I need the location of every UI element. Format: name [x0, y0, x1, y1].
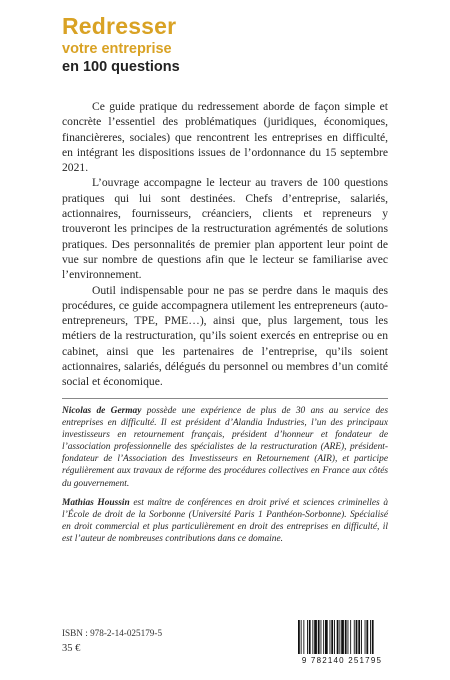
author-bio-text-1: possède une expérience de plus de 30 ans au service des entreprises en difficulté. Il est président d’Alandia Industries, l’un des principaux investisseurs en retournement français, président d’honneur et fondateur de l’association professionnelle des spécialistes de la restructuration (ARE), président-fondateur de l’Association des Investisseurs en Retournement (AIR), et participe régulièrement aux travaux de réforme des procédures collectives en France aux côtés du gouvernement.: [62, 406, 388, 489]
barcode-number: 9 782140 251795: [301, 656, 383, 665]
barcode: [292, 620, 392, 666]
author-bio-text-2: est maître de conférences en droit privé et sciences criminelles à l’École de droit de la Sorbonne (Université Paris 1 Panthéon-Sorbonne). Spécialisé en droit commercial et plus particulièrement en droit des entreprises en difficulté, il est l’auteur de nombreuses contributions dans ce domaine.: [62, 497, 389, 544]
title-line-3: en 100 questions: [62, 59, 180, 75]
author-name-1: Nicolas de Germay: [62, 406, 142, 416]
author-bio-1: [62, 405, 388, 490]
paragraph-2: L’ouvrage accompagne le lecteur au travers de 100 questions pratiques qui lui sont destinées. Chefs d’entreprise, salariés, actionnaires, fournisseurs, créanciers, clients et repreneurs y trouveront les principes de la restructuration agrémentés de solutions pratiques. Des personnalités de premier plan apportent leur point de vue sur nombre de questions afin que le lecteur se familiarise avec l’environnement.: [62, 176, 388, 282]
barcode-bars: [292, 620, 392, 656]
price: 35 €: [62, 643, 81, 654]
author-bio-2: [62, 497, 388, 545]
back-cover-description: [62, 99, 388, 390]
isbn: ISBN : 978-2-14-025179-5: [62, 628, 163, 638]
title-line-2: votre entreprise: [62, 41, 172, 57]
author-name-2: Mathias Houssin: [62, 497, 130, 508]
paragraph-3: Outil indispensable pour ne pas se perdre dans le maquis des procédures, ce guide accompagnera utilement les entrepreneurs (auto-entrepreneurs, TPE, PME…), ainsi que, plus largement, tous les métiers de la restructuration, qu’ils soient exercés en entreprise ou en cabinet, ainsi que les partenaires de l’entreprise, qu’ils soient actionnaires, salariés, délégués du personnel ou membres d’un comité social et économique.: [62, 283, 388, 389]
divider: [62, 398, 388, 399]
paragraph-1: Ce guide pratique du redressement aborde de façon simple et concrète l’essentiel des problématiques (juridiques, économiques, financièreres, sociales) que rencontrent les entreprises en difficulté, en intégrant les dispositions issues de l’ordonnance du 15 septembre 2021.: [62, 100, 388, 175]
title-block: [62, 14, 180, 76]
title-line-1: Redresser: [62, 13, 177, 39]
author-bios: [62, 405, 388, 552]
